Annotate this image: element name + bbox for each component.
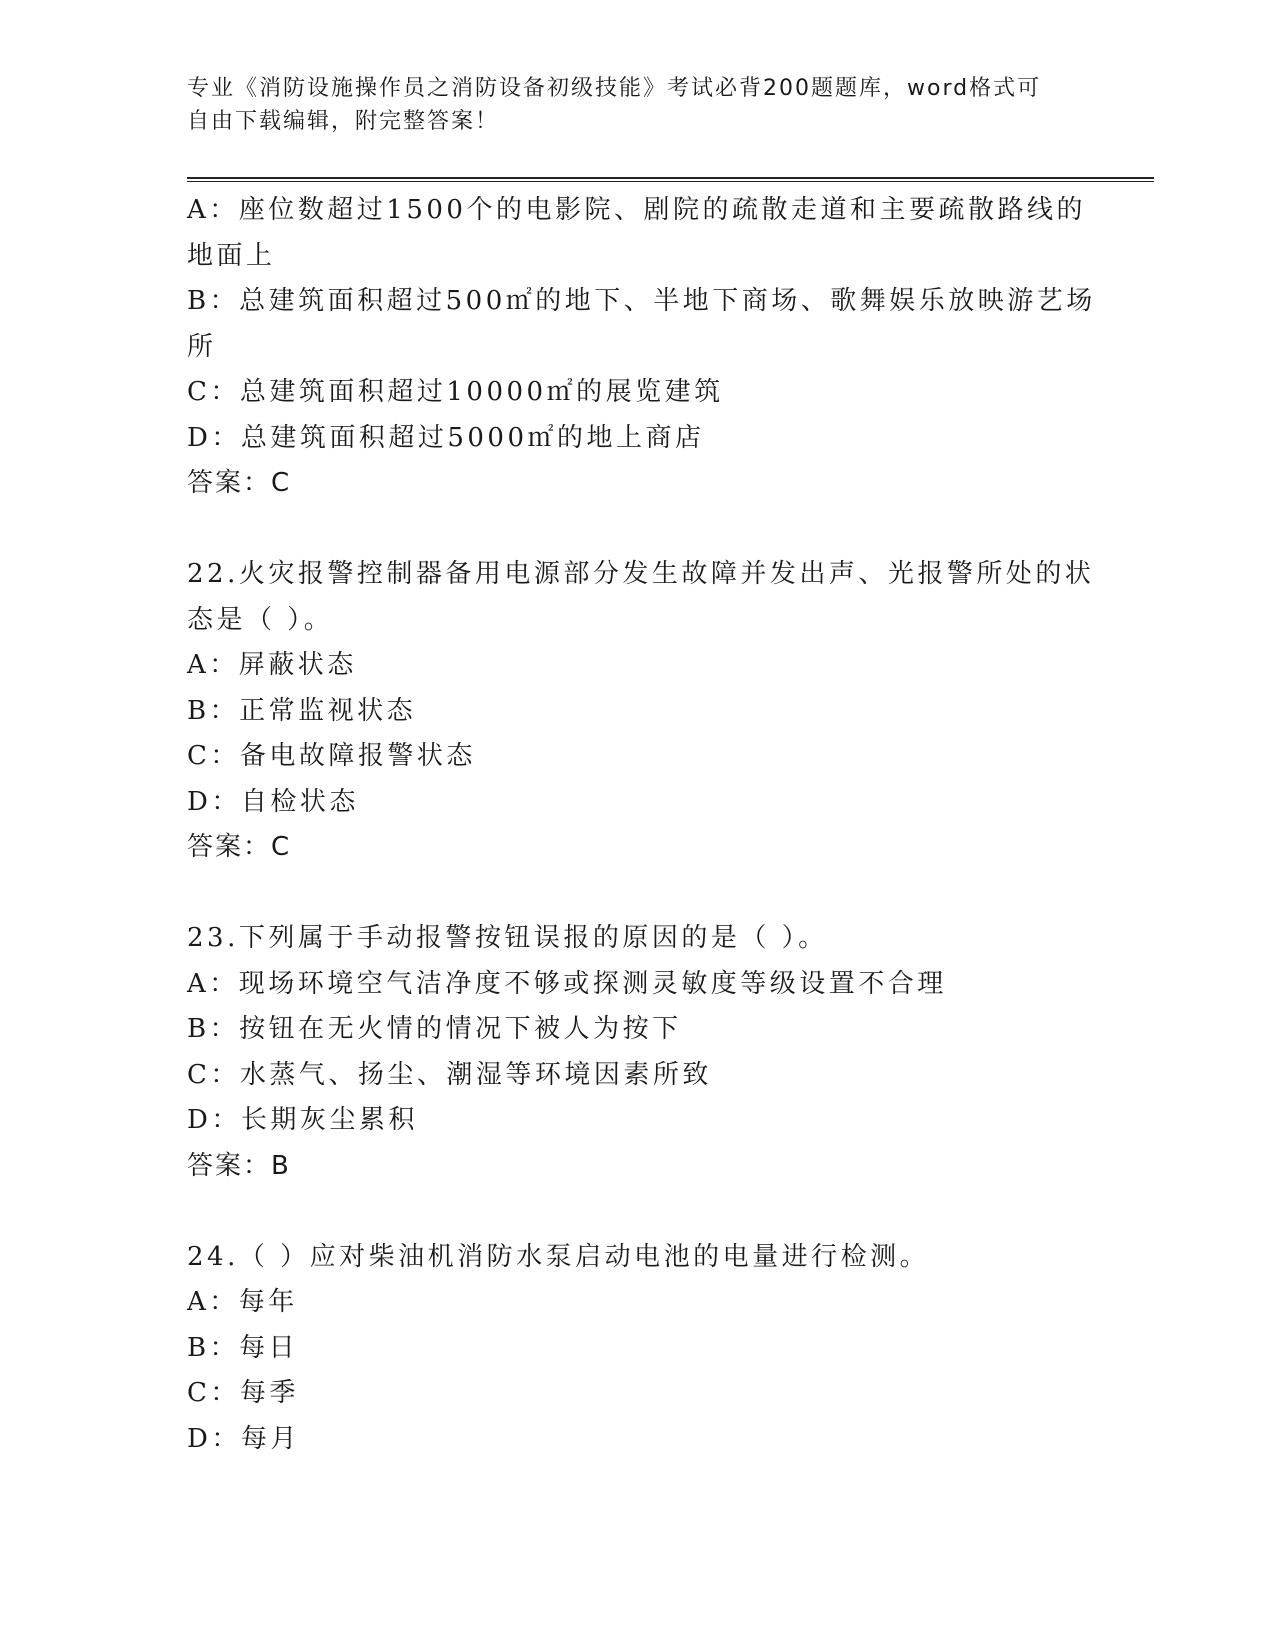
- spacer: [187, 1189, 1087, 1235]
- question-stem-continued: 态是（ ）。: [187, 604, 334, 635]
- answer: 答案：B: [187, 1150, 291, 1181]
- document-header: [187, 72, 1087, 138]
- question-21: [187, 188, 1096, 507]
- option-b: B：每日: [187, 1332, 299, 1363]
- header-title-line-1: 专业《消防设施操作员之消防设备初级技能》考试必背200题题库，word格式可: [187, 76, 1042, 101]
- option-a: A：每年: [187, 1287, 298, 1317]
- option-a: A：屏蔽状态: [187, 650, 357, 680]
- question-stem: 23.下列属于手动报警按钮误报的原因的是（ ）。: [187, 923, 828, 953]
- option-d: D：自检状态: [187, 786, 359, 817]
- question-23: [187, 916, 1087, 1189]
- option-c: C：每季: [187, 1378, 299, 1408]
- option-c: C：总建筑面积超过10000㎡的展览建筑: [187, 377, 724, 407]
- option-b-continued: 所: [187, 331, 217, 362]
- option-d: D：每月: [187, 1423, 300, 1454]
- answer: 答案：C: [187, 468, 292, 498]
- option-c: C：备电故障报警状态: [187, 741, 476, 771]
- option-b: B：总建筑面积超过500㎡的地下、半地下商场、歌舞娱乐放映游艺场: [187, 286, 1096, 316]
- spacer: [187, 871, 1087, 917]
- option-c: C：水蒸气、扬尘、潮湿等环境因素所致: [187, 1059, 712, 1090]
- question-22: [187, 552, 1095, 871]
- header-title-line-2: 自由下载编辑，附完整答案！: [187, 109, 500, 134]
- spacer: [187, 507, 1087, 553]
- option-a-continued: 地面上: [187, 240, 276, 271]
- option-d: D：总建筑面积超过5000㎡的地上商店: [187, 422, 705, 453]
- question-24: [187, 1235, 1087, 1463]
- header-divider: [187, 177, 1154, 182]
- question-list: [187, 188, 1096, 1462]
- question-stem: 24.（ ）应对柴油机消防水泵启动电池的电量进行检测。: [187, 1241, 930, 1272]
- option-d: D：长期灰尘累积: [187, 1105, 418, 1135]
- question-stem: 22.火灾报警控制器备用电源部分发生故障并发出声、光报警所处的状: [187, 559, 1095, 589]
- option-b: B：正常监视状态: [187, 695, 417, 726]
- option-b: B：按钮在无火情的情况下被人为按下: [187, 1014, 682, 1044]
- option-a: A：现场环境空气洁净度不够或探测灵敏度等级设置不合理: [187, 968, 947, 999]
- answer: 答案：C: [187, 832, 292, 862]
- option-a: A：座位数超过1500个的电影院、剧院的疏散走道和主要疏散路线的: [187, 195, 1086, 225]
